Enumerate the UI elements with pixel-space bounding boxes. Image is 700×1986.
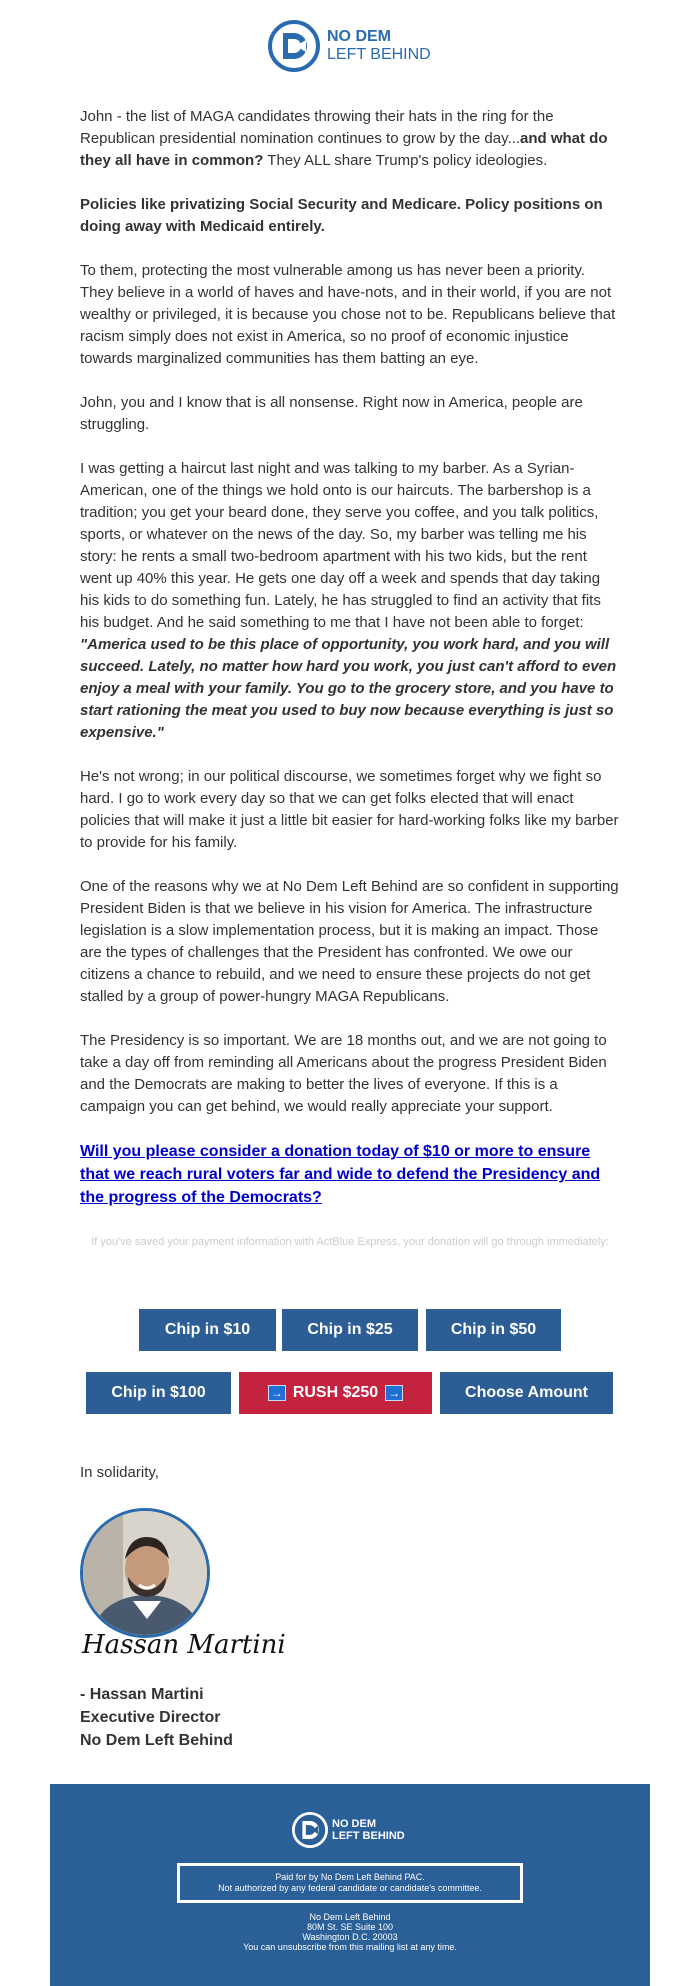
address-org: No Dem Left Behind: [309, 1912, 391, 1922]
sender-block: [80, 1683, 233, 1752]
chip-in-25-button[interactable]: Chip in $25: [282, 1309, 418, 1351]
address-street: 80M St. SE Suite 100: [306, 1922, 394, 1932]
footer-brand-line1: NO DEM: [332, 1818, 376, 1830]
address-city: Washington D.C. 20003: [302, 1932, 398, 1942]
paragraph-policies: [80, 194, 620, 238]
brand-d-icon: [268, 20, 320, 72]
arrow-right-icon: →: [385, 1385, 403, 1401]
footer-address: [50, 1912, 650, 1952]
footer: [50, 1784, 650, 1986]
brand-wordmark: [327, 28, 431, 64]
donation-cta-link[interactable]: Will you please consider a donation today of $10 or more to ensure that we reach rural voters far and wide to defend the Presidency and the progress of the Democrats?: [80, 1143, 601, 1206]
chip-in-100-button[interactable]: Chip in $100: [86, 1372, 231, 1414]
intro-end: They ALL share Trump's policy ideologies.: [263, 152, 548, 169]
actblue-note: If you've saved your payment information with ActBlue Express, your donation will go through immediately:: [91, 1236, 609, 1248]
paragraph-barber: I was getting a haircut last night and was talking to my barber. As a Syrian-American, one of the things we hold onto is our haircuts. The barbershop is a tradition; you get your beard done, they serve you coffee, and you talk politics, sports, or whatever on the news of the day. So, my barber was telling me his story: he rents a small two-bedroom apartment with his two kids, but the rent went up 40% this year. He gets one day off a week and spends that day taking his kids to do something fun. Lately, he has struggled to find an activity that fits his budget. And he said something to me that I have not been able to forget:: [80, 460, 601, 631]
footer-brand-d-icon: [292, 1812, 328, 1848]
sender-org: No Dem Left Behind: [80, 1732, 233, 1749]
not-authorized-text: Not authorized by any federal candidate or candidate's committee.: [218, 1883, 482, 1893]
sender-name: - Hassan Martini: [80, 1686, 204, 1703]
brand-line1: NO DEM: [327, 28, 391, 45]
footer-wordmark: [332, 1818, 405, 1842]
barber-quote: "America used to be this place of opportunity, you work hard, and you will succeed. Lately, no matter how hard you work, you just can't afford to even enjoy a meal with your family. You go to the grocery store, and you have to start rationing the meat you used to buy now because everything is just so expensive.": [80, 636, 617, 741]
closing-salutation: In solidarity,: [80, 1464, 159, 1481]
paid-for-text: Paid for by No Dem Left Behind PAC.: [275, 1872, 425, 1882]
paragraph-vulnerable: To them, protecting the most vulnerable among us has never been a priority. They believe in a world of haves and have-nots, and in their world, if you are not wealthy or privileged, it is because you chose not to be. Republicans believe that racism simply does not exist in America, so no proof of economic injustice towards marginalized communities has them batting an eye.: [80, 262, 616, 367]
avatar: [80, 1508, 210, 1638]
intro-text: John - the list of MAGA candidates throwing their hats in the ring for the Republican presidential nomination continues to grow by the day...: [80, 108, 554, 147]
paragraph-biden: One of the reasons why we at No Dem Left Behind are so confident in supporting President Biden is that we believe in his vision for America. The infrastructure legislation is a slow implementation process, but it is making an impact. Those are the types of challenges that the President has confronted. We owe our citizens a chance to rebuild, and we need to ensure these projects do not get stalled by a group of power-hungry MAGA Republicans.: [80, 878, 619, 1005]
handwritten-signature: Hassan Martini: [82, 1630, 286, 1660]
footer-logo[interactable]: [292, 1812, 405, 1848]
intro-bold: and what do they all have in common?: [80, 130, 608, 169]
choose-amount-button[interactable]: Choose Amount: [440, 1372, 613, 1414]
donation-cta: [80, 1140, 620, 1209]
unsubscribe-text[interactable]: You can unsubscribe from this mailing list at any time.: [243, 1942, 457, 1952]
policies-bold: Policies like privatizing Social Security and Medicare. Policy positions on doing away with Medicaid entirely.: [80, 196, 603, 235]
chip-in-50-button[interactable]: Chip in $50: [426, 1309, 561, 1351]
paragraph-presidency: The Presidency is so important. We are 18 months out, and we are not going to take a day off from reminding all Americans about the progress President Biden and the Democrats are making to better the lives of everyone. If this is a campaign you can get behind, we would really appreciate your support.: [80, 1032, 607, 1115]
paragraph-not-wrong: He's not wrong; in our political discourse, we sometimes forget why we fight so hard. I go to work every day so that we can get folks elected that will enact policies that will make it just a little bit easier for hard-working folks like my barber to provide for his family.: [80, 768, 619, 851]
paid-for-box: [177, 1863, 523, 1903]
chip-in-10-button[interactable]: Chip in $10: [139, 1309, 276, 1351]
portrait-image: [83, 1511, 207, 1635]
footer-brand-line2: LEFT BEHIND: [332, 1830, 405, 1842]
paragraph-intro: [80, 106, 620, 172]
rush-250-label: RUSH $250: [292, 1384, 379, 1401]
brand-logo[interactable]: [268, 17, 438, 75]
brand-line2: LEFT BEHIND: [327, 46, 431, 63]
rush-250-button[interactable]: [239, 1372, 432, 1414]
sender-title: Executive Director: [80, 1709, 221, 1726]
email-body: [80, 106, 620, 1259]
paragraph-nonsense: John, you and I know that is all nonsense. Right now in America, people are struggling.: [80, 394, 583, 433]
arrow-right-icon: →: [268, 1385, 286, 1401]
